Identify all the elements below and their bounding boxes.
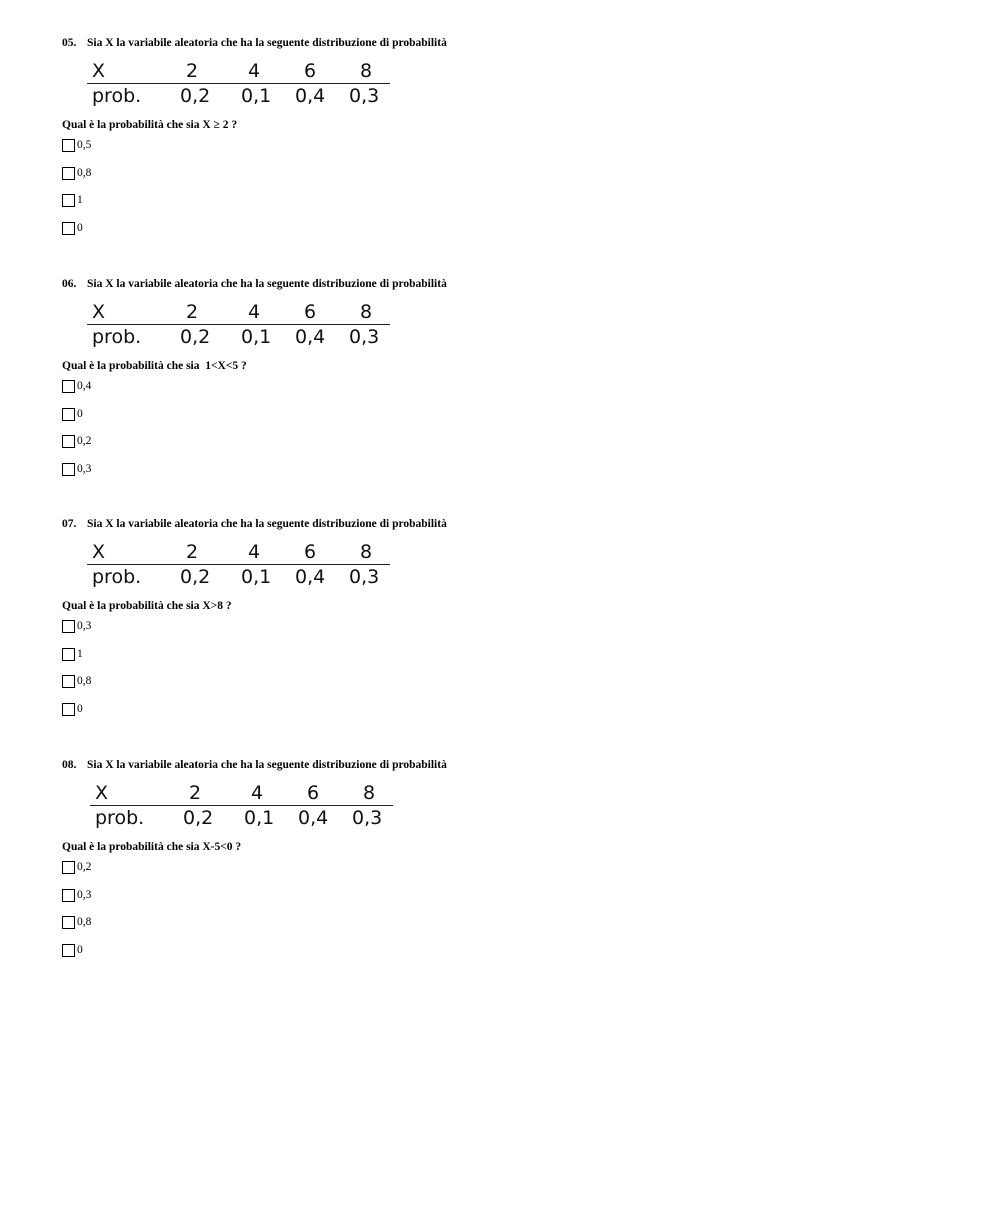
checkbox[interactable] <box>62 861 75 874</box>
question-05 <box>62 36 762 248</box>
table-x-value: 6 <box>304 541 317 563</box>
table-x-value: 4 <box>248 541 261 563</box>
table-header-prob: prob. <box>92 85 142 107</box>
table-prob-value: 0,1 <box>241 566 272 588</box>
answer-option[interactable] <box>62 888 762 916</box>
question-number: 05. <box>62 37 77 49</box>
question-text: Qual è la probabilità che sia X-5<0 ? <box>62 841 242 853</box>
table-divider <box>87 564 390 565</box>
option-label: 1 <box>77 647 83 660</box>
question-prompt: Sia X la variabile aleatoria che ha la seguente distribuzione di probabilità <box>87 759 447 771</box>
option-label: 0,5 <box>77 139 92 151</box>
checkbox[interactable] <box>62 194 75 207</box>
table-prob-value: 0,3 <box>349 326 380 348</box>
question-header <box>62 517 762 531</box>
table-prob-value: 0,3 <box>352 807 383 829</box>
table-prob-value: 0,2 <box>180 326 211 348</box>
table-prob-value: 0,1 <box>241 85 272 107</box>
distribution-table <box>62 299 380 349</box>
table-divider <box>87 83 390 84</box>
checkbox[interactable] <box>62 139 75 152</box>
question-number: 08. <box>62 759 77 771</box>
table-x-value: 2 <box>186 541 199 563</box>
question-number: 07. <box>62 518 77 530</box>
distribution-table <box>65 780 383 830</box>
checkbox[interactable] <box>62 648 75 661</box>
checkbox[interactable] <box>62 916 75 929</box>
answer-option[interactable] <box>62 221 762 249</box>
answer-options <box>62 138 762 248</box>
answer-options <box>62 619 762 729</box>
checkbox[interactable] <box>62 167 75 180</box>
answer-option[interactable] <box>62 166 762 194</box>
table-header-prob: prob. <box>92 326 142 348</box>
option-label: 0,8 <box>77 675 92 688</box>
table-divider <box>87 324 390 325</box>
question-prompt: Sia X la variabile aleatoria che ha la seguente distribuzione di probabilità <box>87 278 447 290</box>
checkbox[interactable] <box>62 620 75 633</box>
table-x-value: 8 <box>360 301 373 323</box>
table-header-x: X <box>92 60 106 82</box>
question-header <box>62 36 762 50</box>
option-label: 0 <box>77 221 83 234</box>
checkbox[interactable] <box>62 675 75 688</box>
checkbox[interactable] <box>62 703 75 716</box>
table-x-value: 2 <box>186 60 199 82</box>
option-label: 0,3 <box>77 620 92 632</box>
answer-option[interactable] <box>62 943 762 971</box>
checkbox[interactable] <box>62 408 75 421</box>
answer-options <box>62 860 762 970</box>
checkbox[interactable] <box>62 463 75 476</box>
checkbox[interactable] <box>62 380 75 393</box>
answer-option[interactable] <box>62 702 762 730</box>
table-x-value: 8 <box>360 60 373 82</box>
table-prob-value: 0,1 <box>244 807 275 829</box>
checkbox[interactable] <box>62 435 75 448</box>
table-x-value: 8 <box>360 541 373 563</box>
answer-option[interactable] <box>62 619 762 647</box>
table-prob-value: 0,4 <box>295 85 326 107</box>
table-x-value: 2 <box>189 782 202 804</box>
distribution-table <box>62 539 380 589</box>
question-header <box>62 758 762 772</box>
table-prob-value: 0,2 <box>180 566 211 588</box>
question-prompt: Sia X la variabile aleatoria che ha la seguente distribuzione di probabilità <box>87 518 447 530</box>
table-prob-value: 0,4 <box>298 807 329 829</box>
option-label: 0,3 <box>77 888 92 901</box>
table-prob-value: 0,1 <box>241 326 272 348</box>
option-label: 0,8 <box>77 166 92 179</box>
answer-option[interactable] <box>62 193 762 221</box>
question-06 <box>62 277 762 489</box>
table-x-value: 4 <box>248 301 261 323</box>
table-header-prob: prob. <box>95 807 145 829</box>
table-prob-value: 0,2 <box>183 807 214 829</box>
table-divider <box>90 805 393 806</box>
question-07 <box>62 517 762 729</box>
question-header <box>62 277 762 291</box>
table-x-value: 2 <box>186 301 199 323</box>
answer-option[interactable] <box>62 462 762 490</box>
option-label: 0 <box>77 702 83 715</box>
checkbox[interactable] <box>62 944 75 957</box>
table-prob-value: 0,2 <box>180 85 211 107</box>
table-x-value: 6 <box>304 60 317 82</box>
table-x-value: 6 <box>304 301 317 323</box>
question-08 <box>62 758 762 970</box>
table-prob-value: 0,4 <box>295 566 326 588</box>
distribution-table <box>62 58 380 108</box>
answer-option[interactable] <box>62 860 762 888</box>
checkbox[interactable] <box>62 889 75 902</box>
question-text: Qual è la probabilità che sia X>8 ? <box>62 600 232 612</box>
answer-option[interactable] <box>62 674 762 702</box>
answer-option[interactable] <box>62 379 762 407</box>
answer-option[interactable] <box>62 915 762 943</box>
answer-option[interactable] <box>62 647 762 675</box>
answer-option[interactable] <box>62 407 762 435</box>
table-x-value: 4 <box>251 782 264 804</box>
table-header-x: X <box>92 301 106 323</box>
table-prob-value: 0,3 <box>349 566 380 588</box>
answer-option[interactable] <box>62 434 762 462</box>
table-header-x: X <box>95 782 109 804</box>
table-header-prob: prob. <box>92 566 142 588</box>
option-label: 0,2 <box>77 861 92 873</box>
question-text: Qual è la probabilità che sia X ≥ 2 ? <box>62 119 238 131</box>
option-label: 0 <box>77 407 83 420</box>
answer-options <box>62 379 762 489</box>
table-x-value: 6 <box>307 782 320 804</box>
question-number: 06. <box>62 278 77 290</box>
answer-option[interactable] <box>62 138 762 166</box>
option-label: 0,2 <box>77 435 92 448</box>
checkbox[interactable] <box>62 222 75 235</box>
option-label: 0 <box>77 943 83 956</box>
question-prompt: Sia X la variabile aleatoria che ha la seguente distribuzione di probabilità <box>87 37 447 49</box>
option-label: 1 <box>77 194 83 207</box>
option-label: 0,8 <box>77 916 92 929</box>
question-text: Qual è la probabilità che sia 1<X<5 ? <box>62 360 247 372</box>
table-prob-value: 0,3 <box>349 85 380 107</box>
table-x-value: 4 <box>248 60 261 82</box>
option-label: 0,3 <box>77 462 92 475</box>
option-label: 0,4 <box>77 380 92 392</box>
table-header-x: X <box>92 541 106 563</box>
table-prob-value: 0,4 <box>295 326 326 348</box>
table-x-value: 8 <box>363 782 376 804</box>
